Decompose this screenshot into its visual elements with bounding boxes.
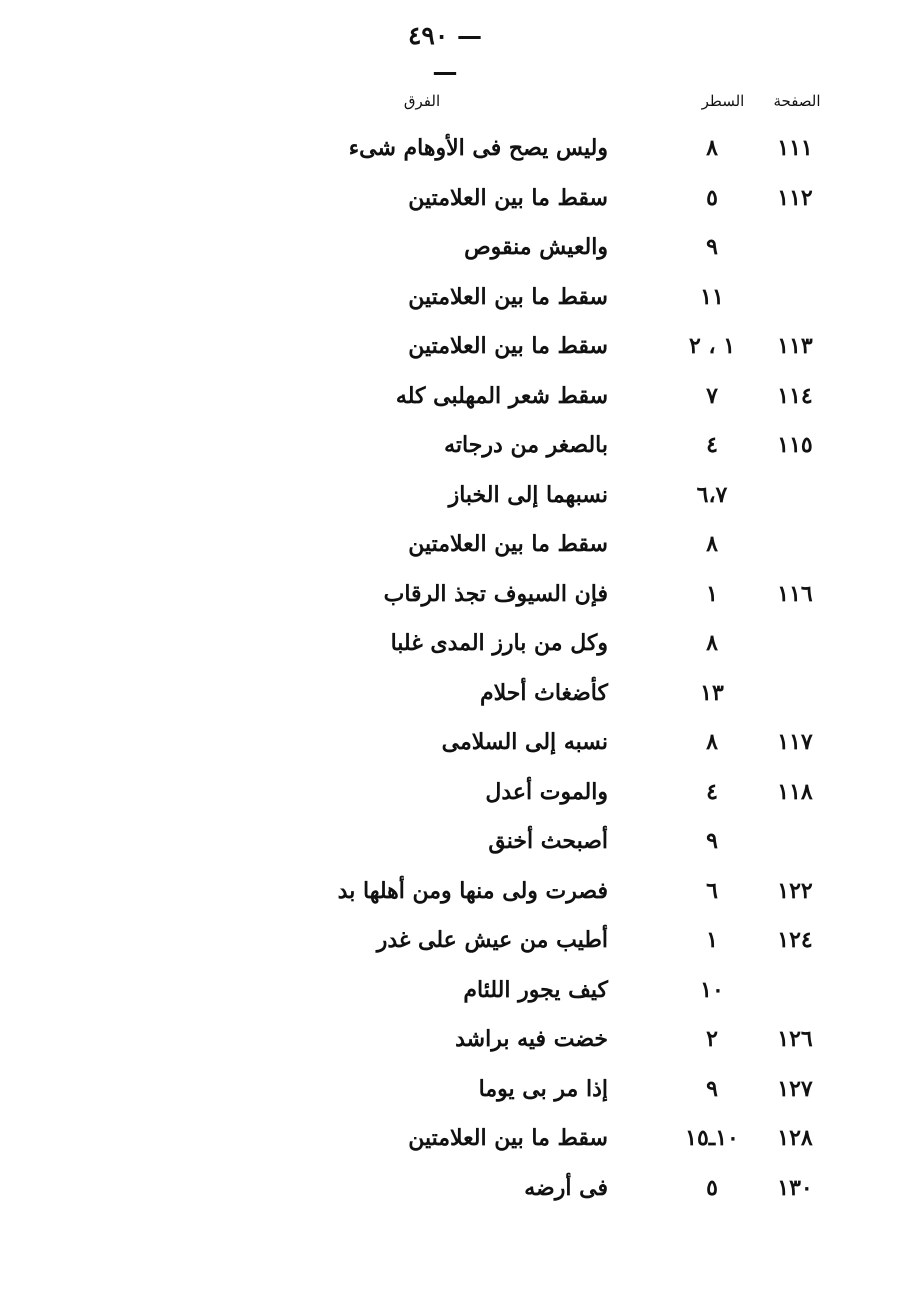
- difference-cell: خضت فيه براشد: [455, 1026, 608, 1052]
- table-row: [0, 772, 912, 812]
- difference-cell: أصبحث أخنق: [488, 828, 608, 854]
- line-cell: ٤: [706, 778, 718, 805]
- table-row: [0, 623, 912, 663]
- table-header: [0, 92, 912, 118]
- table-row: [0, 524, 912, 564]
- difference-cell: سقط شعر المهلبى كله: [395, 382, 608, 409]
- column-header-page: الصفحة: [773, 92, 821, 110]
- difference-cell: سقط ما بين العلامتين: [408, 531, 608, 557]
- difference-cell: فصرت ولى منها ومن أهلها بد: [337, 877, 608, 904]
- page-cell: [760, 673, 830, 713]
- page-cell: ١٢٦: [777, 1026, 813, 1052]
- line-cell: ١٠ـ١٥: [685, 1125, 739, 1151]
- difference-cell: فى أرضه: [524, 1174, 608, 1201]
- page-cell: ١١٧: [777, 729, 813, 755]
- table-row: [0, 1069, 912, 1109]
- page-cell: [760, 227, 830, 267]
- difference-cell: كيف يجور اللئام: [463, 976, 608, 1003]
- line-cell: ٢: [706, 1026, 718, 1052]
- table-row: [0, 871, 912, 911]
- line-cell: ٩: [706, 234, 718, 260]
- difference-cell: والعيش منقوص: [464, 234, 608, 260]
- table-row: [0, 574, 912, 614]
- line-cell: ٦: [706, 877, 718, 904]
- table-row: [0, 821, 912, 861]
- page-number: — ٤٩٠ —: [407, 21, 482, 86]
- line-cell: ٦،٧: [696, 481, 728, 508]
- page-cell: ١١٢: [777, 184, 813, 211]
- table-row: [0, 1168, 912, 1208]
- page-cell: ١٢٧: [777, 1075, 813, 1102]
- page-cell: [760, 475, 830, 515]
- page-cell: ١٢٤: [777, 927, 813, 953]
- line-cell: ٨: [706, 729, 718, 755]
- table-row: [0, 425, 912, 465]
- difference-cell: فإن السيوف تجذ الرقاب: [383, 580, 608, 607]
- line-cell: ٥: [706, 184, 718, 211]
- page-cell: ١١١: [777, 135, 813, 161]
- page-cell: [760, 970, 830, 1010]
- line-cell: ٨: [706, 630, 718, 656]
- difference-cell: كأضغاث أحلام: [479, 679, 608, 706]
- difference-cell: سقط ما بين العلامتين: [408, 333, 608, 359]
- table-row: [0, 277, 912, 317]
- line-cell: ٨: [706, 135, 718, 161]
- column-header-line: السطر: [701, 92, 745, 110]
- table-row: [0, 1019, 912, 1059]
- difference-cell: وكل من بارز المدى غلبا: [390, 630, 608, 656]
- difference-cell: إذا مر بى يوما: [478, 1075, 608, 1102]
- difference-cell: نسبهما إلى الخباز: [448, 481, 608, 508]
- table-row: [0, 475, 912, 515]
- table-row: [0, 722, 912, 762]
- page-cell: [760, 623, 830, 663]
- difference-cell: أطيب من عيش على غدر: [376, 927, 608, 953]
- line-cell: ٨: [706, 531, 718, 557]
- difference-cell: سقط ما بين العلامتين: [408, 1125, 608, 1151]
- difference-cell: بالصغر من درجاته: [444, 432, 608, 458]
- page-cell: ١١٨: [777, 778, 813, 805]
- column-header-difference: الفرق: [403, 92, 441, 110]
- line-cell: ٤: [706, 432, 718, 458]
- line-cell: ١ ، ٢: [688, 333, 736, 359]
- table-row: [0, 1118, 912, 1158]
- table-row: [0, 178, 912, 218]
- table-row: [0, 673, 912, 713]
- line-cell: ١٠: [700, 976, 724, 1003]
- difference-cell: سقط ما بين العلامتين: [408, 283, 608, 310]
- difference-cell: سقط ما بين العلامتين: [408, 184, 608, 211]
- table-row: [0, 128, 912, 168]
- page-cell: ١١٣: [777, 333, 813, 359]
- table-row: [0, 376, 912, 416]
- page-cell: ١٢٢: [777, 877, 813, 904]
- difference-cell: نسبه إلى السلامى: [441, 729, 608, 755]
- line-cell: ١١: [700, 283, 724, 310]
- page-cell: ١٢٨: [777, 1125, 813, 1151]
- line-cell: ٥: [706, 1174, 718, 1201]
- page-cell: [760, 277, 830, 317]
- table-row: [0, 970, 912, 1010]
- table-row: [0, 920, 912, 960]
- page-cell: [760, 821, 830, 861]
- line-cell: ٧: [706, 382, 718, 409]
- page-cell: ١١٦: [777, 580, 813, 607]
- difference-cell: وليس يصح فى الأوهام شىء: [348, 135, 608, 161]
- line-cell: ٩: [706, 1075, 718, 1102]
- difference-cell: والموت أعدل: [485, 778, 608, 805]
- page-cell: [760, 524, 830, 564]
- table-row: [0, 326, 912, 366]
- table-row: [0, 227, 912, 267]
- line-cell: ٩: [706, 828, 718, 854]
- page-cell: ١١٤: [777, 382, 813, 409]
- line-cell: ١: [706, 927, 718, 953]
- page-cell: ١١٥: [777, 432, 813, 458]
- page-cell: ١٣٠: [777, 1174, 813, 1201]
- line-cell: ١٣: [700, 679, 724, 706]
- line-cell: ١: [706, 580, 718, 607]
